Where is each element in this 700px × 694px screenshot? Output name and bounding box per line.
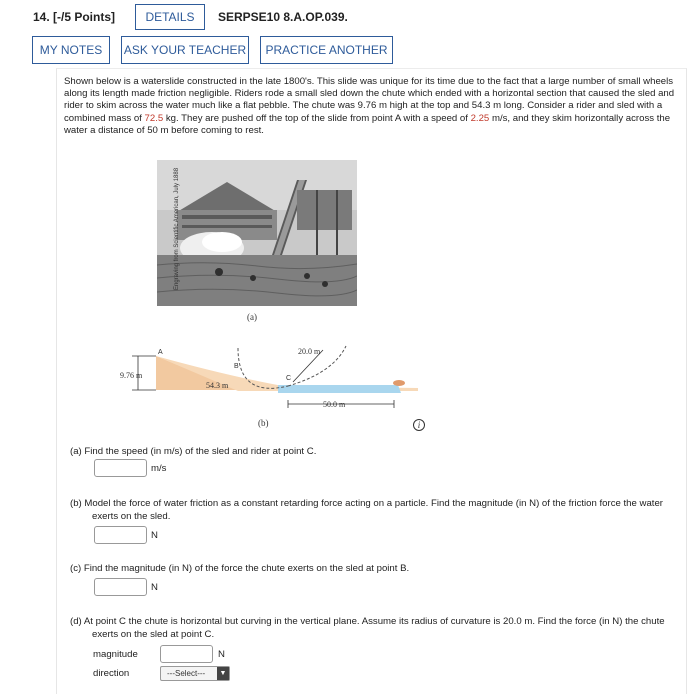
photo-caption: (a)	[247, 312, 257, 322]
point-a-label: A	[158, 349, 163, 356]
problem-text-2: kg. They are pushed off the top of the slide from point A with a speed of	[163, 112, 471, 124]
part-a-unit: m/s	[151, 463, 167, 474]
water-surface	[278, 385, 401, 393]
question-number: 14. [-/5 Points]	[33, 10, 116, 24]
magnitude-label: magnitude	[93, 649, 138, 660]
problem-text-3: m/s, and they skim horizontally across the water a distance of 50 m before coming to rest.	[64, 112, 671, 136]
part-d-question: (d) At point C the chute is horizontal but curving in the vertical plane. Assume its radius of curvature is 20.0 m. Find the force (in N) the chute exerts on the sled at point C.	[70, 616, 665, 640]
direction-label: direction	[93, 668, 130, 679]
problem-statement	[64, 76, 676, 137]
details-button[interactable]: DETAILS	[135, 4, 205, 30]
length-label: 54.3 m	[206, 381, 229, 390]
diagram-caption: (b)	[258, 418, 269, 428]
radius-label: 20.0 m	[298, 347, 321, 356]
point-b-label: B	[234, 363, 239, 370]
part-c-unit: N	[151, 582, 158, 593]
part-b-answer-input[interactable]	[94, 526, 147, 544]
point-c-label: C	[286, 375, 292, 382]
info-icon[interactable]: i	[413, 419, 425, 431]
my-notes-button[interactable]: MY NOTES	[32, 36, 110, 64]
photo-credit: Engraving from Scientific American, July 1888	[174, 167, 180, 290]
part-a-question: (a) Find the speed (in m/s) of the sled and rider at point C.	[70, 446, 317, 457]
part-c-answer-input[interactable]	[94, 578, 147, 596]
height-label: 9.76 m	[120, 371, 143, 380]
part-d-unit: N	[218, 649, 225, 660]
chevron-down-icon: ▼	[217, 667, 229, 680]
waterslide-diagram	[118, 338, 418, 418]
practice-another-button[interactable]: PRACTICE ANOTHER	[260, 36, 393, 64]
question-id: SERPSE10 8.A.OP.039.	[218, 10, 348, 24]
part-d-magnitude-input[interactable]	[160, 645, 213, 663]
question-header	[0, 0, 700, 34]
direction-selected-value: ---Select---	[167, 669, 206, 678]
ask-teacher-button[interactable]: ASK YOUR TEACHER	[121, 36, 249, 64]
rider-sled	[393, 380, 405, 386]
waterslide-photo	[157, 160, 357, 306]
speed-value: 2.25	[470, 112, 490, 124]
part-b-question: (b) Model the force of water friction as a constant retarding force acting on a particle. Find the magnitude (in N) of the friction force the water exerts on the sled.	[70, 498, 663, 522]
mass-value: 72.5	[144, 112, 164, 124]
part-b-unit: N	[151, 530, 158, 541]
direction-select[interactable]	[160, 666, 230, 681]
distance-label: 50.0 m	[323, 400, 346, 409]
part-c-question: (c) Find the magnitude (in N) of the force the chute exerts on the sled at point B.	[70, 563, 410, 574]
problem-text-1: Shown below is a waterslide constructed in the late 1800's. This slide was unique for its time due to the fact that a large number of small wheels along its length made friction negligible. Riders rode a small sled down the chute which ended with a horizontal section that caused the sled and rider to skim across the water much like a flat pebble. The chute was 9.76 m high at the top and 54.3 m long. Consider a rider and sled with a combined mass of	[64, 76, 675, 124]
part-a-answer-input[interactable]	[94, 459, 147, 477]
